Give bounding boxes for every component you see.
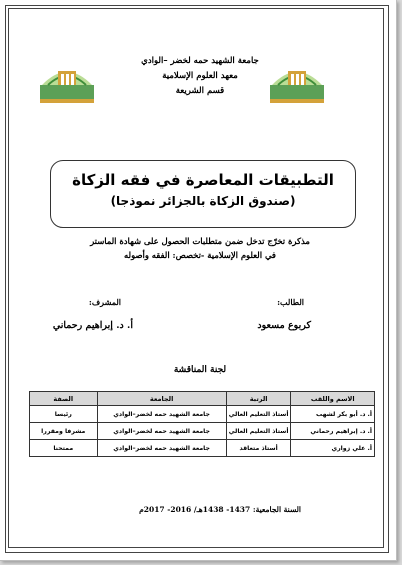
header-rank: الرتبة	[226, 392, 291, 406]
institution-header	[115, 54, 285, 99]
header-name: الاسم واللقب	[291, 392, 375, 406]
member-name: أ. د. إبراهيم رحماني	[291, 423, 375, 440]
member-role: مشرفا ومقررا	[30, 423, 98, 440]
degree-note-line-1: مذكرة تخرّج تدخل ضمن متطلبات الحصول على شهادة الماستر	[90, 236, 310, 246]
supervisor-label: المشرف:	[88, 297, 121, 307]
member-rank: أستاذ التعليم العالي	[226, 406, 291, 423]
header-university: الجامعة	[97, 392, 226, 406]
degree-note-line-2: في العلوم الإسلامية -تخصص: الفقه وأصوله	[124, 250, 276, 260]
supervisor-name: أ. د. إبراهيم رحماني	[52, 320, 133, 331]
member-university: جامعة الشهيد حمه لخضر–الوادي	[97, 406, 226, 423]
university-name: جامعة الشهيد حمه لخضر –الوادي	[141, 56, 259, 66]
header-role: الصفة	[30, 392, 98, 406]
thesis-title: التطبيقات المعاصرة في فقه الزكاة	[72, 171, 334, 189]
committee-title: لجنة المناقشة	[173, 365, 227, 375]
member-rank: أستاذ التعليم العالي	[226, 423, 291, 440]
member-role: ممتحنا	[30, 440, 98, 457]
member-role: رئيسا	[30, 406, 98, 423]
member-name: أ. د. أبو بكر لشهب	[291, 406, 375, 423]
table-row	[30, 406, 375, 423]
student-name: كربوع مسعود	[257, 320, 311, 331]
member-university: جامعة الشهيد حمه لخضر–الوادي	[97, 423, 226, 440]
degree-note	[40, 234, 360, 262]
committee-header-row	[30, 392, 375, 406]
student-label: الطالب:	[277, 297, 304, 307]
table-row	[30, 423, 375, 440]
university-logo-left	[38, 55, 96, 105]
thesis-title-box	[50, 160, 356, 228]
member-rank: أستاذ متعاقد	[226, 440, 291, 457]
member-name: أ. علي زواري	[291, 440, 375, 457]
academic-year: السنة الجامعية: 1437- 1438هـ/ 2016- 2017م	[139, 505, 301, 514]
table-row	[30, 440, 375, 457]
institute-name: معهد العلوم الإسلامية	[162, 71, 238, 81]
member-university: جامعة الشهيد حمه لخضر–الوادي	[97, 440, 226, 457]
committee-table	[29, 391, 375, 457]
department-name: قسم الشريعة	[175, 86, 225, 96]
thesis-subtitle: (صندوق الزكاة بالجزائر نموذجا)	[110, 194, 296, 208]
